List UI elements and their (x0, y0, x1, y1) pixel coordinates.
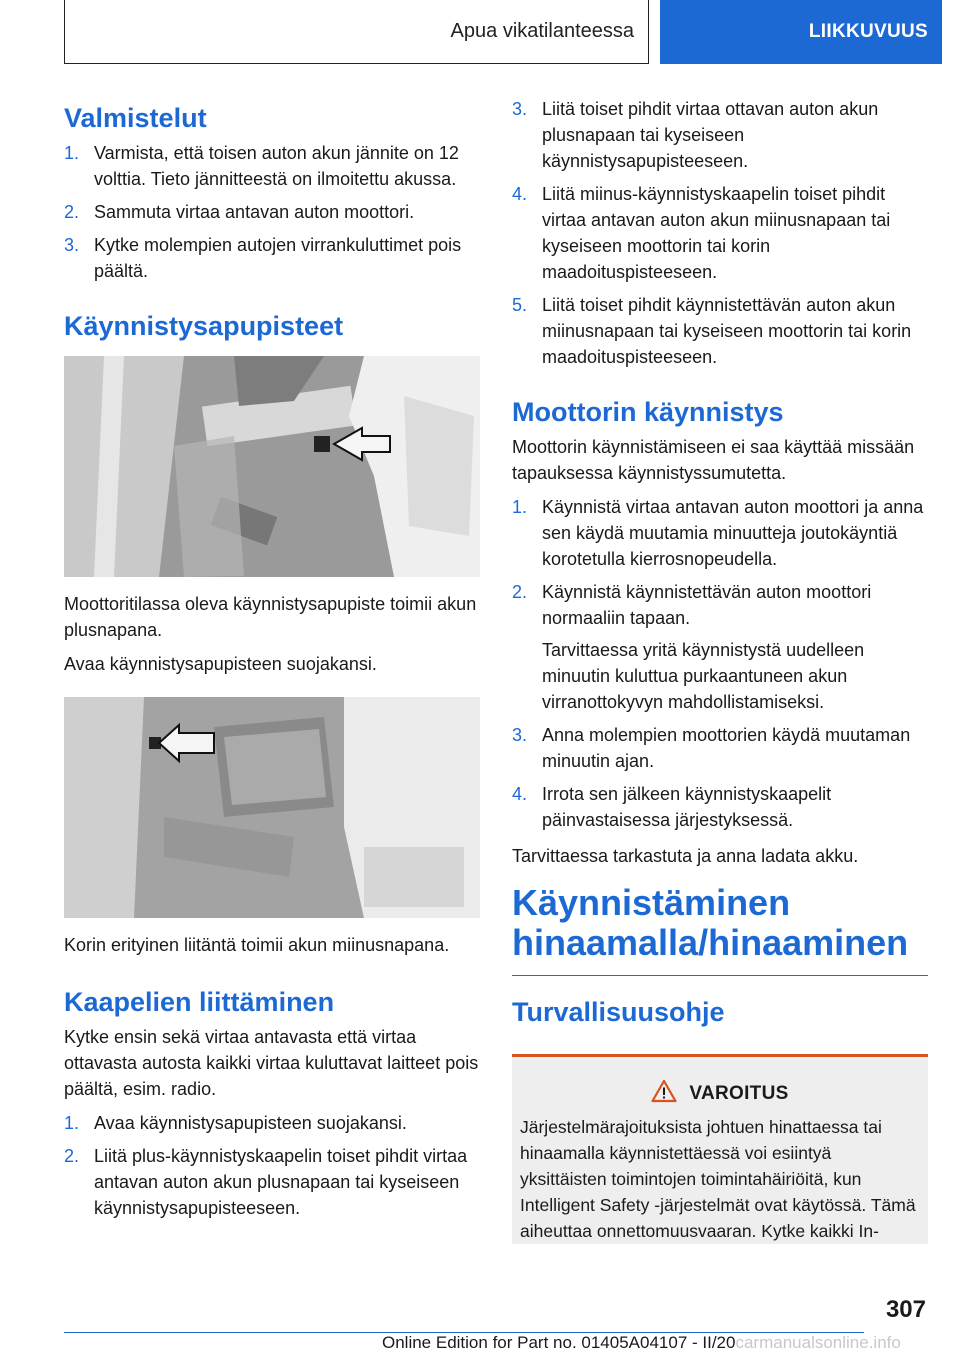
prep-title: Valmistelut (64, 103, 207, 133)
start-steps (512, 494, 928, 833)
list-item: 2. Sammuta virtaa antavan auton moottori. (64, 202, 415, 222)
warning-box (512, 1054, 928, 1244)
photo2-caption: Korin erityinen liitäntä toimii akun miinusnapana. (64, 935, 450, 955)
list-item: 2. Liitä plus-käynnistyskaapelin toiset pihdit virtaa antavan auton akun plusnapaan tai kyseiseen käynnistysapupisteeseen. (64, 1146, 468, 1218)
right-column (512, 96, 928, 1244)
safety-title: Turvallisuusohje (512, 997, 725, 1027)
footer (382, 1333, 901, 1353)
cables-steps (64, 1110, 480, 1221)
page-number: 307 (885, 1296, 926, 1323)
cables-title: Kaapelien liittäminen (64, 987, 335, 1017)
list-item: 1. Avaa käynnistysapupisteen suojakansi. (64, 1113, 407, 1133)
start-intro: Moottorin käynnistämiseen ei saa käyttää missään tapauksessa käynnistyssumutetta. (512, 437, 915, 483)
warning-header (520, 1079, 920, 1108)
list-item: 3. Liitä toiset pihdit virtaa ottavan auton akun plusnapaan tai kyseiseen käynnistysapupisteeseen. (512, 99, 879, 171)
start-outro: Tarvittaessa tarkastuta ja anna ladata akku. (512, 846, 859, 866)
list-item: 5. Liitä toiset pihdit käynnistettävän auton akun miinusnapaan tai kyseiseen moottorin tai korin maadoituspisteeseen. (512, 295, 912, 367)
prep-steps (64, 140, 480, 284)
footer-edition: Online Edition for Part no. 01405A04107 - II/20 (382, 1333, 736, 1352)
cables-steps-continued (512, 96, 928, 370)
list-item: 1. Käynnistä virtaa antavan auton moottori ja anna sen käydä muutamia minuutteja joutokäyntiä korotetulla kierrosnopeudella. (512, 497, 924, 569)
points-title: Käynnistysapupisteet (64, 311, 344, 341)
photo1-caption: Moottoritilassa oleva käynnistysapupiste toimii akun plusnapana. (64, 594, 477, 640)
photo1-note: Avaa käynnistysapupisteen suojakansi. (64, 654, 377, 674)
list-item: 1. Varmista, että toisen auton akun jännite on 12 volttia. Tieto jännitteestä on ilmoitettu akussa. (64, 143, 459, 189)
list-item: 4. Irrota sen jälkeen käynnistyskaapelit päinvastaisessa järjestyksessä. (512, 784, 832, 830)
section-label: Apua vikatilanteessa (450, 20, 634, 42)
warning-triangle-icon (651, 1079, 677, 1108)
left-column (64, 96, 480, 1231)
chapter-tab-label: LIIKKUVUUS (808, 21, 928, 42)
chapter-tab[interactable] (660, 0, 942, 64)
warning-text: Järjestelmärajoituksista johtuen hinattaessa tai hinaamalla käynnistettäessä voi esiintyä yksittäisten toimintojen toimintahäiriöitä, kun Intelligent Safety -järjestelmät ovat käytössä. Tämä aiheuttaa onnettomuusvaaran. Kytke kaikki In- (520, 1117, 916, 1241)
engine-bay-photo-minus (64, 697, 480, 918)
chapter-divider (512, 975, 928, 976)
warning-label: VAROITUS (689, 1082, 789, 1104)
engine-bay-photo-plus (64, 356, 480, 577)
start-title: Moottorin käynnistys (512, 397, 784, 427)
list-item: 3. Anna molempien moottorien käydä muutaman minuutin ajan. (512, 725, 911, 771)
cables-intro: Kytke ensin sekä virtaa antavasta että virtaa ottavasta autosta kaikki virtaa kuluttavat laitteet pois päältä, esim. radio. (64, 1027, 479, 1099)
list-item: 4. Liitä miinus-käynnistyskaapelin toiset pihdit virtaa antavan auton akun miinusnapaan tai kyseiseen moottorin tai korin maadoituspisteeseen. (512, 184, 891, 282)
list-item: 3. Kytke molempien autojen virrankuluttimet pois päältä. (64, 235, 462, 281)
chapter-title: Käynnistäminen hinaamalla/hinaaminen (512, 882, 909, 963)
section-header (64, 0, 649, 64)
list-item: 2. Käynnistä käynnistettävän auton moottori normaaliin tapaan. Tarvittaessa yritä käynnistystä uudelleen minuutin kuluttua purkaantuneen akun virranottokyvyn mahdollistamiseksi. (512, 582, 872, 712)
footer-watermark[interactable]: carmanualsonline.info (735, 1333, 901, 1352)
